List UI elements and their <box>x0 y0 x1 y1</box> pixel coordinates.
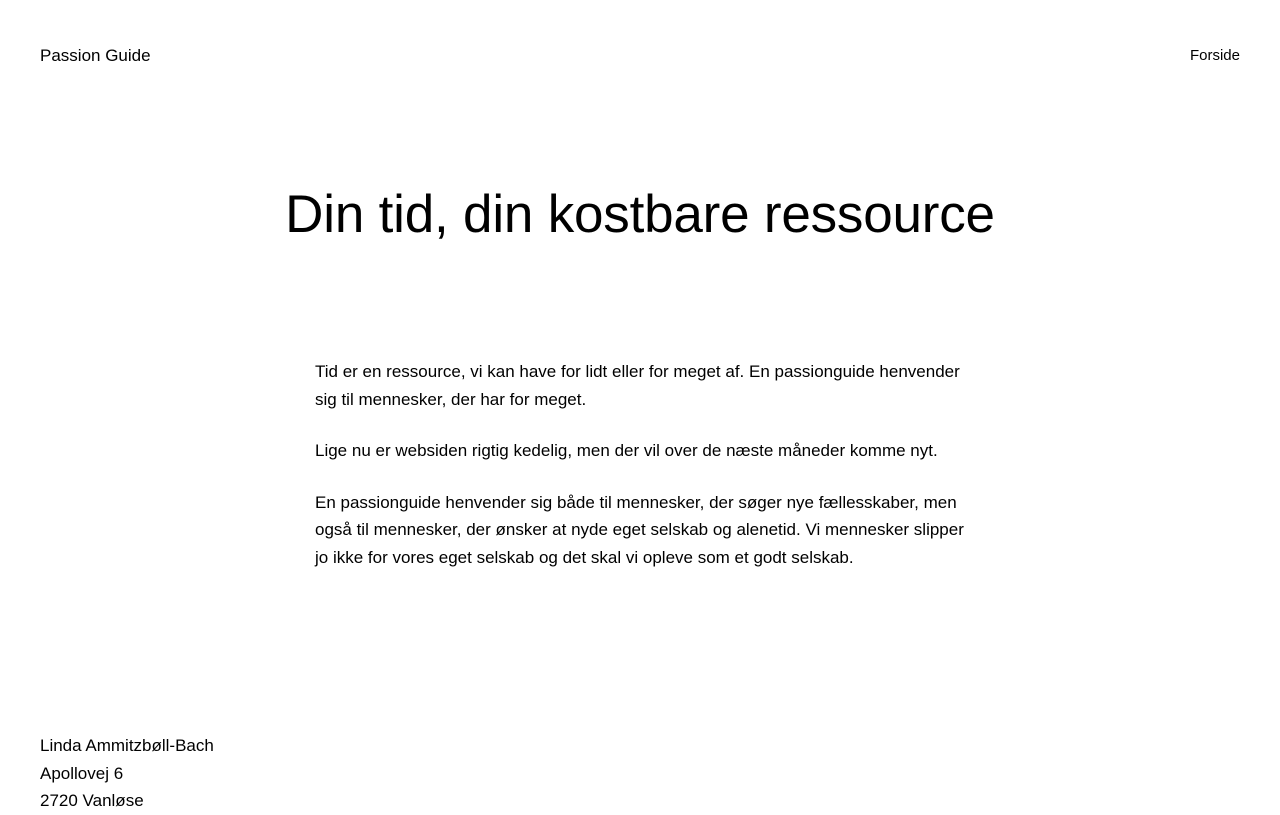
site-header <box>0 0 1280 112</box>
nav-item-forside <box>1190 46 1240 66</box>
nav-link-forside[interactable]: Forside <box>1189 47 1240 64</box>
footer-address <box>40 732 214 815</box>
content-body <box>315 358 975 595</box>
footer-street: Apollovej 6 <box>40 763 124 783</box>
paragraph-update-notice: Lige nu er websiden rigtig kedelig, men der vil over de næste måneder komme nyt. <box>315 441 938 460</box>
paragraph-description: En passionguide henvender sig både til mennesker, der søger nye fællesskaber, men også til mennesker, der ønsker at nyde eget selskab og alenetid. Vi mennesker slipper jo ikke for vores eget selskab og det skal vi opleve som et godt selskab. <box>315 492 964 567</box>
footer-name: Linda Ammitzbøll-Bach <box>40 736 214 755</box>
page-title: Din tid, din kostbare ressource <box>285 185 995 244</box>
main-navigation <box>1190 46 1240 66</box>
footer-city: 2720 Vanløse <box>40 791 144 810</box>
paragraph-intro: Tid er en ressource, vi kan have for lidt eller for meget af. En passionguide henvender sig til mennesker, der har for meget. <box>315 362 960 409</box>
site-title-link[interactable]: Passion Guide <box>40 46 151 65</box>
